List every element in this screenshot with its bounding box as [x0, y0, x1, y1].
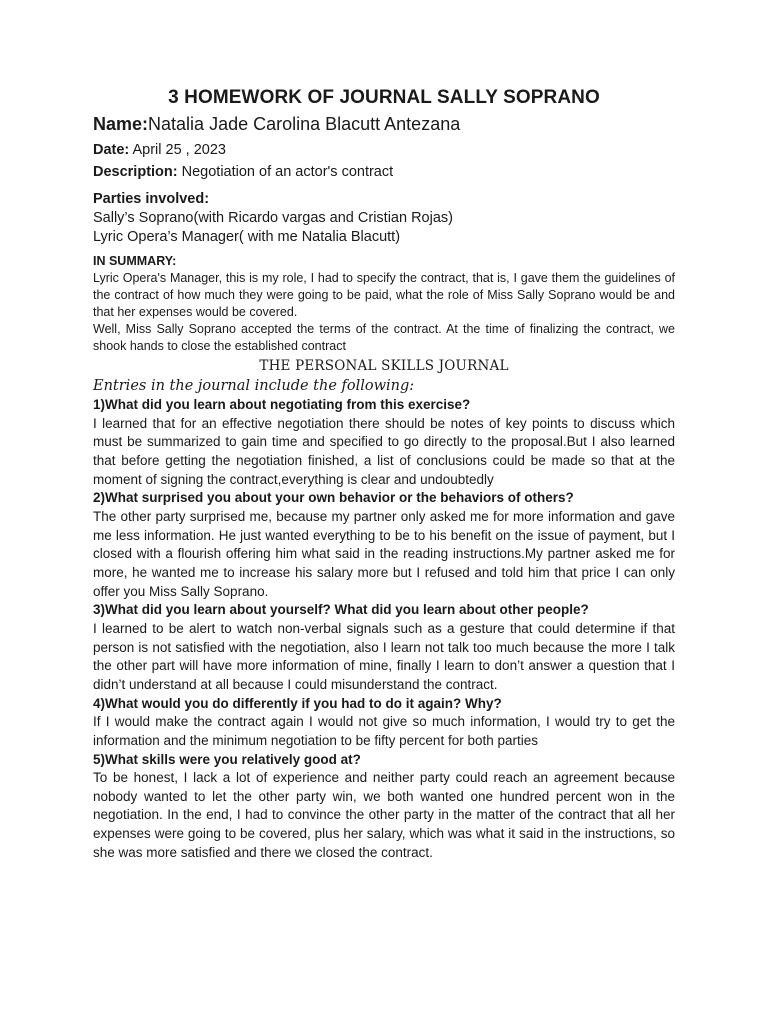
document-page — [93, 86, 675, 863]
entry-question: 3)What did you learn about yourself? What did you learn about other people? — [93, 602, 589, 618]
description-line — [93, 162, 675, 182]
journal-title: THE PERSONAL SKILLS JOURNAL — [259, 358, 509, 374]
journal-entry — [93, 695, 675, 751]
journal-entry — [93, 601, 675, 694]
party-item: Lyric Opera’s Manager( with me Natalia Blacutt) — [93, 229, 401, 245]
entry-question: 1)What did you learn about negotiating from this exercise? — [93, 397, 471, 412]
entry-answer: To be honest, I lack a lot of experience and neither party could reach an agreement because nobody wanted to let the other party win, we both wanted one hundred percent won in the negotiation. In the end, I had to convince the other party in the matter of the contract that all her expenses were going to be covered, plus her salary, which was what it said in the instructions, so she was more satisfied and there we closed the contract. — [93, 770, 675, 860]
name-value: Natalia Jade Carolina Blacutt Antezana — [148, 114, 461, 134]
party-item: Sally’s Soprano(with Ricardo vargas and Cristian Rojas) — [93, 210, 453, 226]
journal-entry — [93, 396, 675, 489]
name-line — [93, 112, 675, 136]
entry-answer: I learned to be alert to watch non-verbal signals such as a gesture that could determine if that person is not satisfied with the negotiation, also I learn not talk too much because the more I talk the other part will have more information of mine, finally I learn to don’t answer a question that I didn’t understand at all because I could misunderstand the contract. — [93, 620, 675, 692]
document-title: 3 HOMEWORK OF JOURNAL SALLY SOPRANO — [168, 87, 600, 108]
date-label: Date: — [93, 142, 130, 158]
summary-paragraph: Well, Miss Sally Soprano accepted the terms of the contract. At the time of finalizing the contract, we shook hands to close the established contract — [93, 322, 675, 353]
entry-answer: I learned that for an effective negotiation there should be notes of key points to discuss which must be summarized to gain time and specified to go directly to the proposal.But I also learned that before getting the negotiation finished, a list of conclusions could be made so that at the moment of signing the contract,everything is clear and undoubtedly — [93, 415, 675, 487]
journal-entry — [93, 489, 675, 601]
journal-entry — [93, 751, 675, 863]
description-value: Negotiation of an actor's contract — [177, 164, 394, 180]
summary-heading: IN SUMMARY: — [93, 254, 177, 268]
entry-answer: The other party surprised me, because my partner only asked me for more information and gave me less information. He just wanted everything to be to his benefit on the issue of payment, but I closed with a flourish offering him what said in the reading instructions.My partner asked me for more, he wanted me to increase his salary more but I refused and told him that price I can only offer you Miss Sally Soprano. — [93, 508, 675, 599]
entry-question: 2)What surprised you about your own behavior or the behaviors of others? — [93, 490, 574, 506]
description-label: Description: — [93, 164, 178, 180]
entry-question: 4)What would you do differently if you had to do it again? Why? — [93, 695, 502, 711]
journal-subtitle: Entries in the journal include the following: — [93, 378, 415, 394]
name-label: Name: — [93, 114, 149, 134]
parties-heading: Parties involved: — [93, 191, 210, 207]
date-line — [93, 140, 675, 160]
date-value: April 25 , 2023 — [129, 142, 227, 158]
entry-question: 5)What skills were you relatively good at? — [93, 751, 361, 767]
entry-answer: If I would make the contract again I would not give so much information, I would try to get the information and the minimum negotiation to be fifty percent for both parties — [93, 714, 675, 748]
summary-paragraph: Lyric Opera's Manager, this is my role, I had to specify the contract, that is, I gave them the guidelines of the contract of how much they were going to be paid, what the role of Miss Sally Soprano would be and that her expenses would be covered. — [93, 271, 675, 319]
